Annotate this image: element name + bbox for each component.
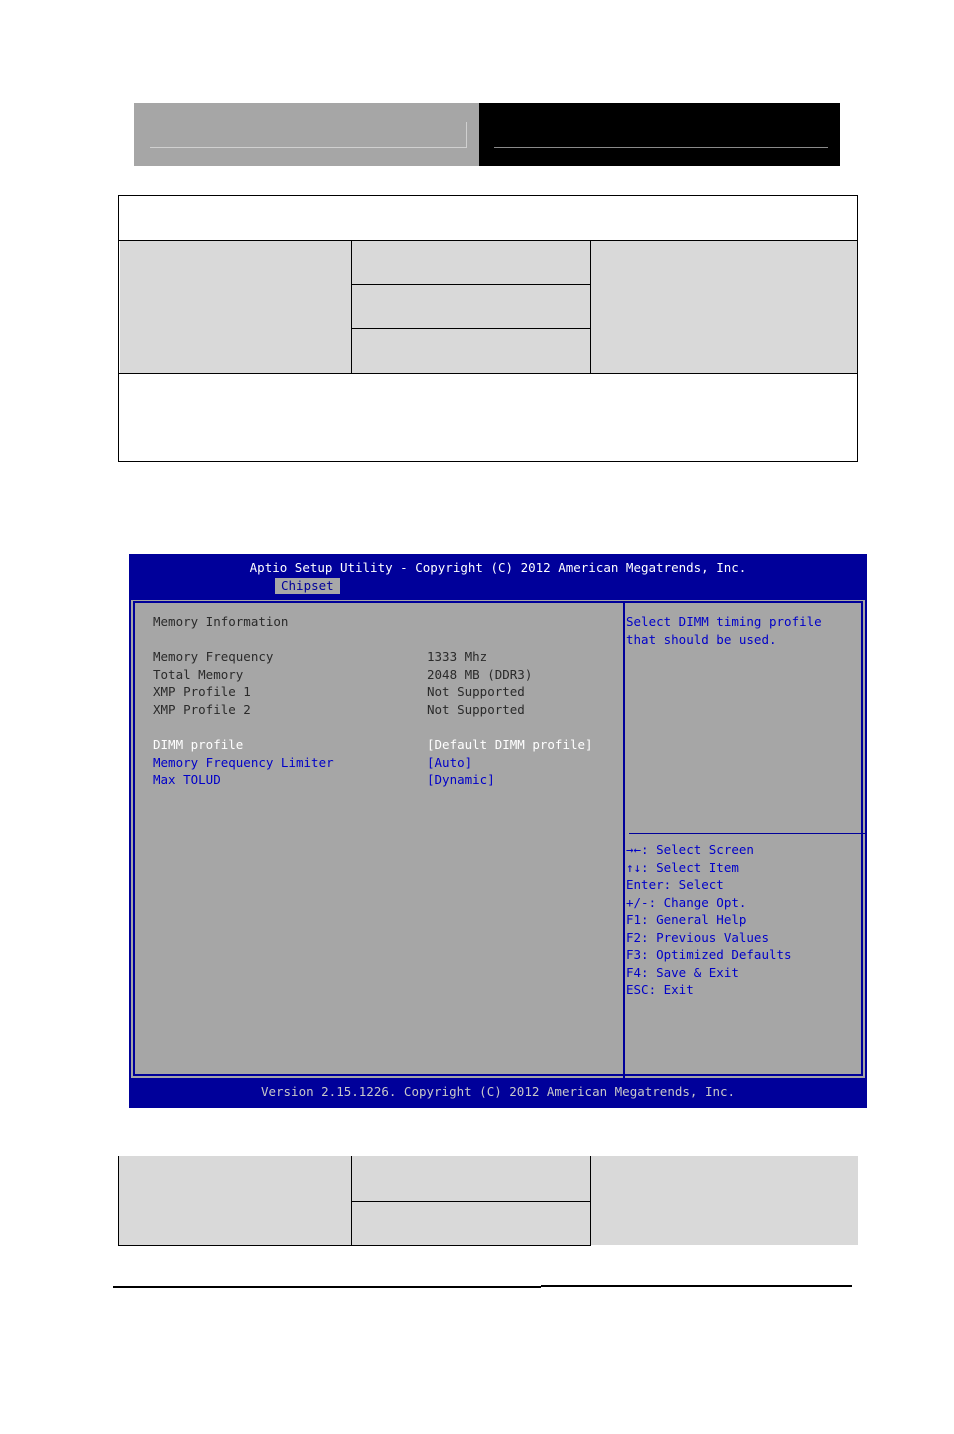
key-help-change-opt: +/-: Change Opt. <box>626 894 747 910</box>
key-help-f1: F1: General Help <box>626 912 747 927</box>
option-memory-frequency-limiter[interactable]: Memory Frequency Limiter <box>153 754 334 770</box>
panel-divider <box>623 603 625 1080</box>
option-dimm-profile-value[interactable]: [Default DIMM profile] <box>427 737 593 752</box>
table-cell-value-3 <box>352 329 590 373</box>
info-label-xmp-profile-1: XMP Profile 1 <box>153 684 251 699</box>
info-value-total-memory: 2048 MB (DDR3) <box>427 666 533 682</box>
header-left-rule <box>150 147 466 148</box>
page-header-left-band <box>134 103 479 166</box>
info-label-xmp-profile-2: XMP Profile 2 <box>153 701 251 717</box>
table-cell-value-2 <box>352 285 590 328</box>
key-help-f4: F4: Save & Exit <box>626 964 739 980</box>
table-rule <box>119 373 857 374</box>
bios-footer: Version 2.15.1226. Copyright (C) 2012 American Megatrends, Inc. <box>260 1084 736 1099</box>
tab-chipset[interactable]: Chipset <box>275 578 340 594</box>
option-memory-frequency-limiter-value[interactable]: [Auto] <box>427 754 473 770</box>
key-help-enter: Enter: Select <box>626 877 724 892</box>
table-cell-description <box>591 1156 858 1245</box>
table-cell-value-2 <box>352 1202 590 1246</box>
option-dimm-profile[interactable]: DIMM profile <box>153 737 244 752</box>
table-cell-option <box>118 1156 351 1246</box>
help-text-line-1: Select DIMM timing profile <box>626 614 822 629</box>
table-cell-option <box>120 241 351 373</box>
info-label-memory-frequency: Memory Frequency <box>153 649 274 664</box>
option-max-tolud[interactable]: Max TOLUD <box>153 772 221 787</box>
info-value-xmp-profile-1: Not Supported <box>427 684 525 699</box>
header-right-rule <box>494 147 828 148</box>
table-cell-value-1 <box>352 1156 590 1201</box>
info-label-total-memory: Total Memory <box>153 666 244 682</box>
header-left-tick <box>466 122 467 148</box>
info-value-memory-frequency: 1333 Mhz <box>427 649 488 664</box>
info-value-xmp-profile-2: Not Supported <box>427 701 525 717</box>
bios-body <box>131 600 865 1078</box>
help-text-line-2: that should be used. <box>626 631 777 647</box>
bios-title: Aptio Setup Utility - Copyright (C) 2012 American Megatrends, Inc. <box>249 560 747 575</box>
option-table-bottom <box>118 1156 858 1246</box>
table-cell-value-1 <box>352 241 590 284</box>
option-max-tolud-value[interactable]: [Dynamic] <box>427 772 495 787</box>
bios-setup-screen <box>129 554 867 1108</box>
footer-rule-left <box>113 1286 541 1288</box>
bios-frame <box>133 601 863 1076</box>
key-help-f3: F3: Optimized Defaults <box>626 947 792 962</box>
footer-rule-right <box>541 1285 852 1287</box>
option-table-top <box>118 195 858 462</box>
table-cell-description <box>591 241 857 373</box>
key-help-select-screen: →←: Select Screen <box>626 842 754 857</box>
key-help-esc: ESC: Exit <box>626 982 694 997</box>
section-title: Memory Information <box>153 614 289 629</box>
page-header-right-band <box>479 103 840 166</box>
help-separator <box>629 833 865 834</box>
key-help-f2: F2: Previous Values <box>626 929 769 945</box>
key-help-select-item: ↑↓: Select Item <box>626 859 739 875</box>
